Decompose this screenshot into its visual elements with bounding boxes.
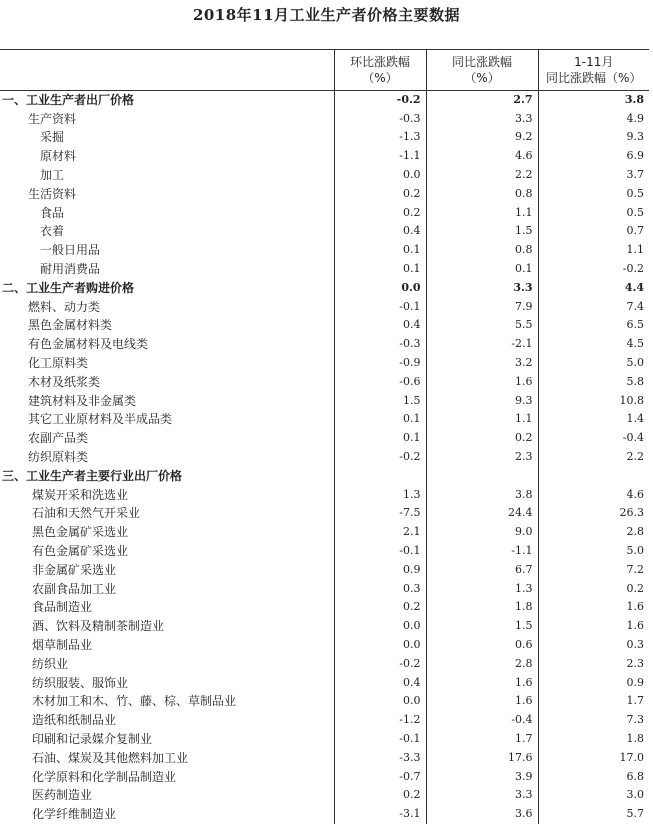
header-mom-line1: 环比涨跌幅 xyxy=(349,55,410,69)
table-row xyxy=(0,673,649,692)
table-row xyxy=(0,241,649,260)
table-row xyxy=(0,504,649,523)
header-yoy-line1: 同比涨跌幅 xyxy=(451,55,512,69)
ytd-change-value: 4.5 xyxy=(538,335,649,354)
ytd-change-value: 6.8 xyxy=(538,767,649,786)
row-label: 非金属矿采选业 xyxy=(32,562,117,577)
row-label: 黑色金属材料类 xyxy=(28,318,113,333)
table-body xyxy=(0,91,649,824)
yoy-change-value: 0.6 xyxy=(426,636,538,655)
yoy-change-value: 2.8 xyxy=(426,654,538,673)
table-row xyxy=(0,654,649,673)
mom-change-value: 0.2 xyxy=(334,184,426,203)
table-row xyxy=(0,485,649,504)
ytd-change-value: 0.2 xyxy=(538,579,649,598)
ytd-change-value: 2.3 xyxy=(538,654,649,673)
mom-change-value: 1.3 xyxy=(334,485,426,504)
header-indicator-cell xyxy=(0,50,334,91)
row-label: 石油和天然气开采业 xyxy=(32,506,141,521)
ytd-change-value: 1.4 xyxy=(538,410,649,429)
yoy-change-value: 1.5 xyxy=(426,222,538,241)
table-row xyxy=(0,560,649,579)
yoy-change-value: 1.1 xyxy=(426,203,538,222)
ytd-change-value xyxy=(538,466,649,485)
row-label: 原材料 xyxy=(40,149,77,164)
ytd-change-value: 3.0 xyxy=(538,786,649,805)
mom-change-value: -1.2 xyxy=(334,711,426,730)
table-row xyxy=(0,448,649,467)
ytd-change-value: 7.4 xyxy=(538,297,649,316)
row-label: 纺织业 xyxy=(32,656,69,671)
yoy-change-value: 3.3 xyxy=(426,109,538,128)
yoy-change-value: -0.4 xyxy=(426,711,538,730)
table-row xyxy=(0,109,649,128)
yoy-change-value: 3.8 xyxy=(426,485,538,504)
ytd-change-value: 3.8 xyxy=(538,91,649,110)
yoy-change-value: -2.1 xyxy=(426,335,538,354)
ytd-change-value: 5.0 xyxy=(538,354,649,373)
mom-change-value: 0.3 xyxy=(334,579,426,598)
row-label: 石油、煤炭及其他燃料加工业 xyxy=(32,750,189,765)
ytd-change-value: 3.7 xyxy=(538,166,649,185)
header-yoy-line2: （%） xyxy=(464,71,500,85)
yoy-change-value: 3.9 xyxy=(426,767,538,786)
table-row xyxy=(0,128,649,147)
table-section-row xyxy=(0,466,649,485)
row-label: 一般日用品 xyxy=(40,243,101,258)
row-label: 烟草制品业 xyxy=(32,638,93,652)
table-row xyxy=(0,372,649,391)
table-row xyxy=(0,166,649,185)
mom-change-value: -0.2 xyxy=(334,448,426,467)
mom-change-value: 0.2 xyxy=(334,598,426,617)
ytd-change-value: 4.9 xyxy=(538,109,649,128)
yoy-change-value: 9.2 xyxy=(426,128,538,147)
ytd-change-value: -0.2 xyxy=(538,260,649,279)
mom-change-value: 0.2 xyxy=(334,203,426,222)
yoy-change-value: 1.1 xyxy=(426,410,538,429)
yoy-change-value: 0.1 xyxy=(426,260,538,279)
mom-change-value: 0.4 xyxy=(334,222,426,241)
ytd-change-value: 0.3 xyxy=(538,636,649,655)
row-label: 三、工业生产者主要行业出厂价格 xyxy=(2,468,183,483)
table-row xyxy=(0,297,649,316)
row-label: 木材加工和木、竹、藤、棕、草制品业 xyxy=(32,694,237,709)
table-row xyxy=(0,730,649,749)
table-row xyxy=(0,410,649,429)
price-data-table xyxy=(0,49,649,824)
yoy-change-value: 3.6 xyxy=(426,805,538,824)
yoy-change-value: 3.2 xyxy=(426,354,538,373)
yoy-change-value: 9.0 xyxy=(426,523,538,542)
row-label: 食品制造业 xyxy=(32,600,93,615)
yoy-change-value xyxy=(426,466,538,485)
yoy-change-value: 4.6 xyxy=(426,147,538,166)
mom-change-value: 2.1 xyxy=(334,523,426,542)
mom-change-value: 0.4 xyxy=(334,316,426,335)
row-label: 食品 xyxy=(40,205,65,220)
row-label: 农副产品类 xyxy=(28,431,89,446)
row-label: 耐用消费品 xyxy=(40,262,101,277)
mom-change-value: -0.1 xyxy=(334,542,426,561)
table-row xyxy=(0,203,649,222)
yoy-change-value: 2.7 xyxy=(426,91,538,110)
yoy-change-value: 5.5 xyxy=(426,316,538,335)
ytd-change-value: 0.9 xyxy=(538,673,649,692)
row-label: 有色金属矿采选业 xyxy=(32,544,129,559)
table-section-row xyxy=(0,278,649,297)
mom-change-value: 0.2 xyxy=(334,786,426,805)
row-label: 化工原料类 xyxy=(28,356,89,371)
yoy-change-value: 3.3 xyxy=(426,278,538,297)
table-row xyxy=(0,711,649,730)
table-row xyxy=(0,598,649,617)
row-label: 化学纤维制造业 xyxy=(32,807,117,822)
ytd-change-value: 1.1 xyxy=(538,241,649,260)
yoy-change-value: 6.7 xyxy=(426,560,538,579)
ytd-change-value: 6.5 xyxy=(538,316,649,335)
table-row xyxy=(0,786,649,805)
mom-change-value: -0.1 xyxy=(334,297,426,316)
ytd-change-value: 0.5 xyxy=(538,184,649,203)
ytd-change-value: 9.3 xyxy=(538,128,649,147)
table-row xyxy=(0,748,649,767)
table-row xyxy=(0,429,649,448)
mom-change-value: -3.1 xyxy=(334,805,426,824)
ytd-change-value: 1.6 xyxy=(538,598,649,617)
mom-change-value: -1.3 xyxy=(334,128,426,147)
yoy-change-value: -1.1 xyxy=(426,542,538,561)
yoy-change-value: 2.3 xyxy=(426,448,538,467)
row-label: 化学原料和化学制品制造业 xyxy=(32,769,177,784)
ytd-change-value: 4.6 xyxy=(538,485,649,504)
table-row xyxy=(0,542,649,561)
header-row xyxy=(0,50,649,91)
ytd-change-value: 5.7 xyxy=(538,805,649,824)
mom-change-value: -1.1 xyxy=(334,147,426,166)
yoy-change-value: 0.8 xyxy=(426,241,538,260)
row-label: 医药制造业 xyxy=(32,788,93,803)
mom-change-value: 0.1 xyxy=(334,241,426,260)
ytd-change-value: 1.6 xyxy=(538,617,649,636)
row-label: 纺织服装、服饰业 xyxy=(32,675,129,690)
row-label: 生产资料 xyxy=(28,111,77,126)
row-label: 农副食品加工业 xyxy=(32,581,117,596)
yoy-change-value: 1.6 xyxy=(426,673,538,692)
header-ytd-change xyxy=(538,50,649,91)
row-label: 采掘 xyxy=(40,130,65,145)
table-row xyxy=(0,147,649,166)
mom-change-value: 0.1 xyxy=(334,260,426,279)
header-mom-change xyxy=(334,50,426,91)
mom-change-value: -0.1 xyxy=(334,730,426,749)
mom-change-value: 1.5 xyxy=(334,391,426,410)
yoy-change-value: 0.8 xyxy=(426,184,538,203)
mom-change-value xyxy=(334,466,426,485)
row-label: 燃料、动力类 xyxy=(28,299,101,314)
row-label: 生活资料 xyxy=(28,186,77,201)
document-title: 2018年11月工业生产者价格主要数据 xyxy=(192,6,461,24)
mom-change-value: 0.9 xyxy=(334,560,426,579)
row-label: 衣着 xyxy=(40,224,65,239)
table-row xyxy=(0,391,649,410)
table-row xyxy=(0,222,649,241)
row-label: 其它工业原材料及半成品类 xyxy=(28,412,173,427)
row-label: 木材及纸浆类 xyxy=(28,374,101,389)
mom-change-value: -7.5 xyxy=(334,504,426,523)
row-label: 印刷和记录媒介复制业 xyxy=(32,731,153,746)
row-label: 酒、饮料及精制茶制造业 xyxy=(32,619,165,634)
mom-change-value: -3.3 xyxy=(334,748,426,767)
yoy-change-value: 3.3 xyxy=(426,786,538,805)
mom-change-value: 0.0 xyxy=(334,692,426,711)
ytd-change-value: 2.2 xyxy=(538,448,649,467)
ytd-change-value: 1.8 xyxy=(538,730,649,749)
ytd-change-value: 2.8 xyxy=(538,523,649,542)
row-label: 煤炭开采和洗选业 xyxy=(32,487,129,502)
table-header xyxy=(0,50,649,91)
mom-change-value: 0.0 xyxy=(334,166,426,185)
table-row xyxy=(0,260,649,279)
table-row xyxy=(0,335,649,354)
yoy-change-value: 1.5 xyxy=(426,617,538,636)
mom-change-value: -0.9 xyxy=(334,354,426,373)
header-yoy-change xyxy=(426,50,538,91)
row-label: 有色金属材料及电线类 xyxy=(28,337,149,352)
yoy-change-value: 1.8 xyxy=(426,598,538,617)
header-mom-line2: （%） xyxy=(362,71,398,85)
yoy-change-value: 0.2 xyxy=(426,429,538,448)
mom-change-value: -0.6 xyxy=(334,372,426,391)
table-row xyxy=(0,805,649,824)
yoy-change-value: 1.7 xyxy=(426,730,538,749)
table-row xyxy=(0,767,649,786)
header-ytd-line1: 1-11月 xyxy=(574,55,614,69)
yoy-change-value: 2.2 xyxy=(426,166,538,185)
row-label: 二、工业生产者购进价格 xyxy=(2,280,135,295)
ytd-change-value: 0.7 xyxy=(538,222,649,241)
table-row xyxy=(0,692,649,711)
ytd-change-value: 17.0 xyxy=(538,748,649,767)
table-row xyxy=(0,316,649,335)
yoy-change-value: 17.6 xyxy=(426,748,538,767)
row-label: 加工 xyxy=(40,168,65,183)
row-label: 一、工业生产者出厂价格 xyxy=(0,91,334,110)
row-label: 造纸和纸制品业 xyxy=(32,713,117,728)
ytd-change-value: -0.4 xyxy=(538,429,649,448)
ytd-change-value: 7.3 xyxy=(538,711,649,730)
row-label: 黑色金属矿采选业 xyxy=(32,525,129,540)
row-label: 建筑材料及非金属类 xyxy=(28,393,137,408)
mom-change-value: -0.7 xyxy=(334,767,426,786)
table-row xyxy=(0,184,649,203)
mom-change-value: 0.0 xyxy=(334,278,426,297)
mom-change-value: 0.0 xyxy=(334,617,426,636)
table-row xyxy=(0,354,649,373)
ytd-change-value: 0.5 xyxy=(538,203,649,222)
ytd-change-value: 26.3 xyxy=(538,504,649,523)
table-row xyxy=(0,579,649,598)
ytd-change-value: 4.4 xyxy=(538,278,649,297)
mom-change-value: -0.3 xyxy=(334,335,426,354)
mom-change-value: 0.4 xyxy=(334,673,426,692)
mom-change-value: -0.3 xyxy=(334,109,426,128)
yoy-change-value: 1.6 xyxy=(426,372,538,391)
ytd-change-value: 7.2 xyxy=(538,560,649,579)
mom-change-value: -0.2 xyxy=(334,91,426,110)
yoy-change-value: 7.9 xyxy=(426,297,538,316)
ytd-change-value: 5.0 xyxy=(538,542,649,561)
ytd-change-value: 6.9 xyxy=(538,147,649,166)
ytd-change-value: 5.8 xyxy=(538,372,649,391)
ytd-change-value: 1.7 xyxy=(538,692,649,711)
yoy-change-value: 24.4 xyxy=(426,504,538,523)
mom-change-value: 0.0 xyxy=(334,636,426,655)
mom-change-value: 0.1 xyxy=(334,429,426,448)
yoy-change-value: 1.6 xyxy=(426,692,538,711)
table-row xyxy=(0,617,649,636)
table-row xyxy=(0,523,649,542)
row-label: 纺织原料类 xyxy=(28,450,89,465)
yoy-change-value: 1.3 xyxy=(426,579,538,598)
table-row xyxy=(0,636,649,655)
mom-change-value: -0.2 xyxy=(334,654,426,673)
yoy-change-value: 9.3 xyxy=(426,391,538,410)
table-section-row xyxy=(0,91,649,110)
ytd-change-value: 10.8 xyxy=(538,391,649,410)
header-ytd-line2: 同比涨跌幅（%） xyxy=(546,71,642,85)
mom-change-value: 0.1 xyxy=(334,410,426,429)
